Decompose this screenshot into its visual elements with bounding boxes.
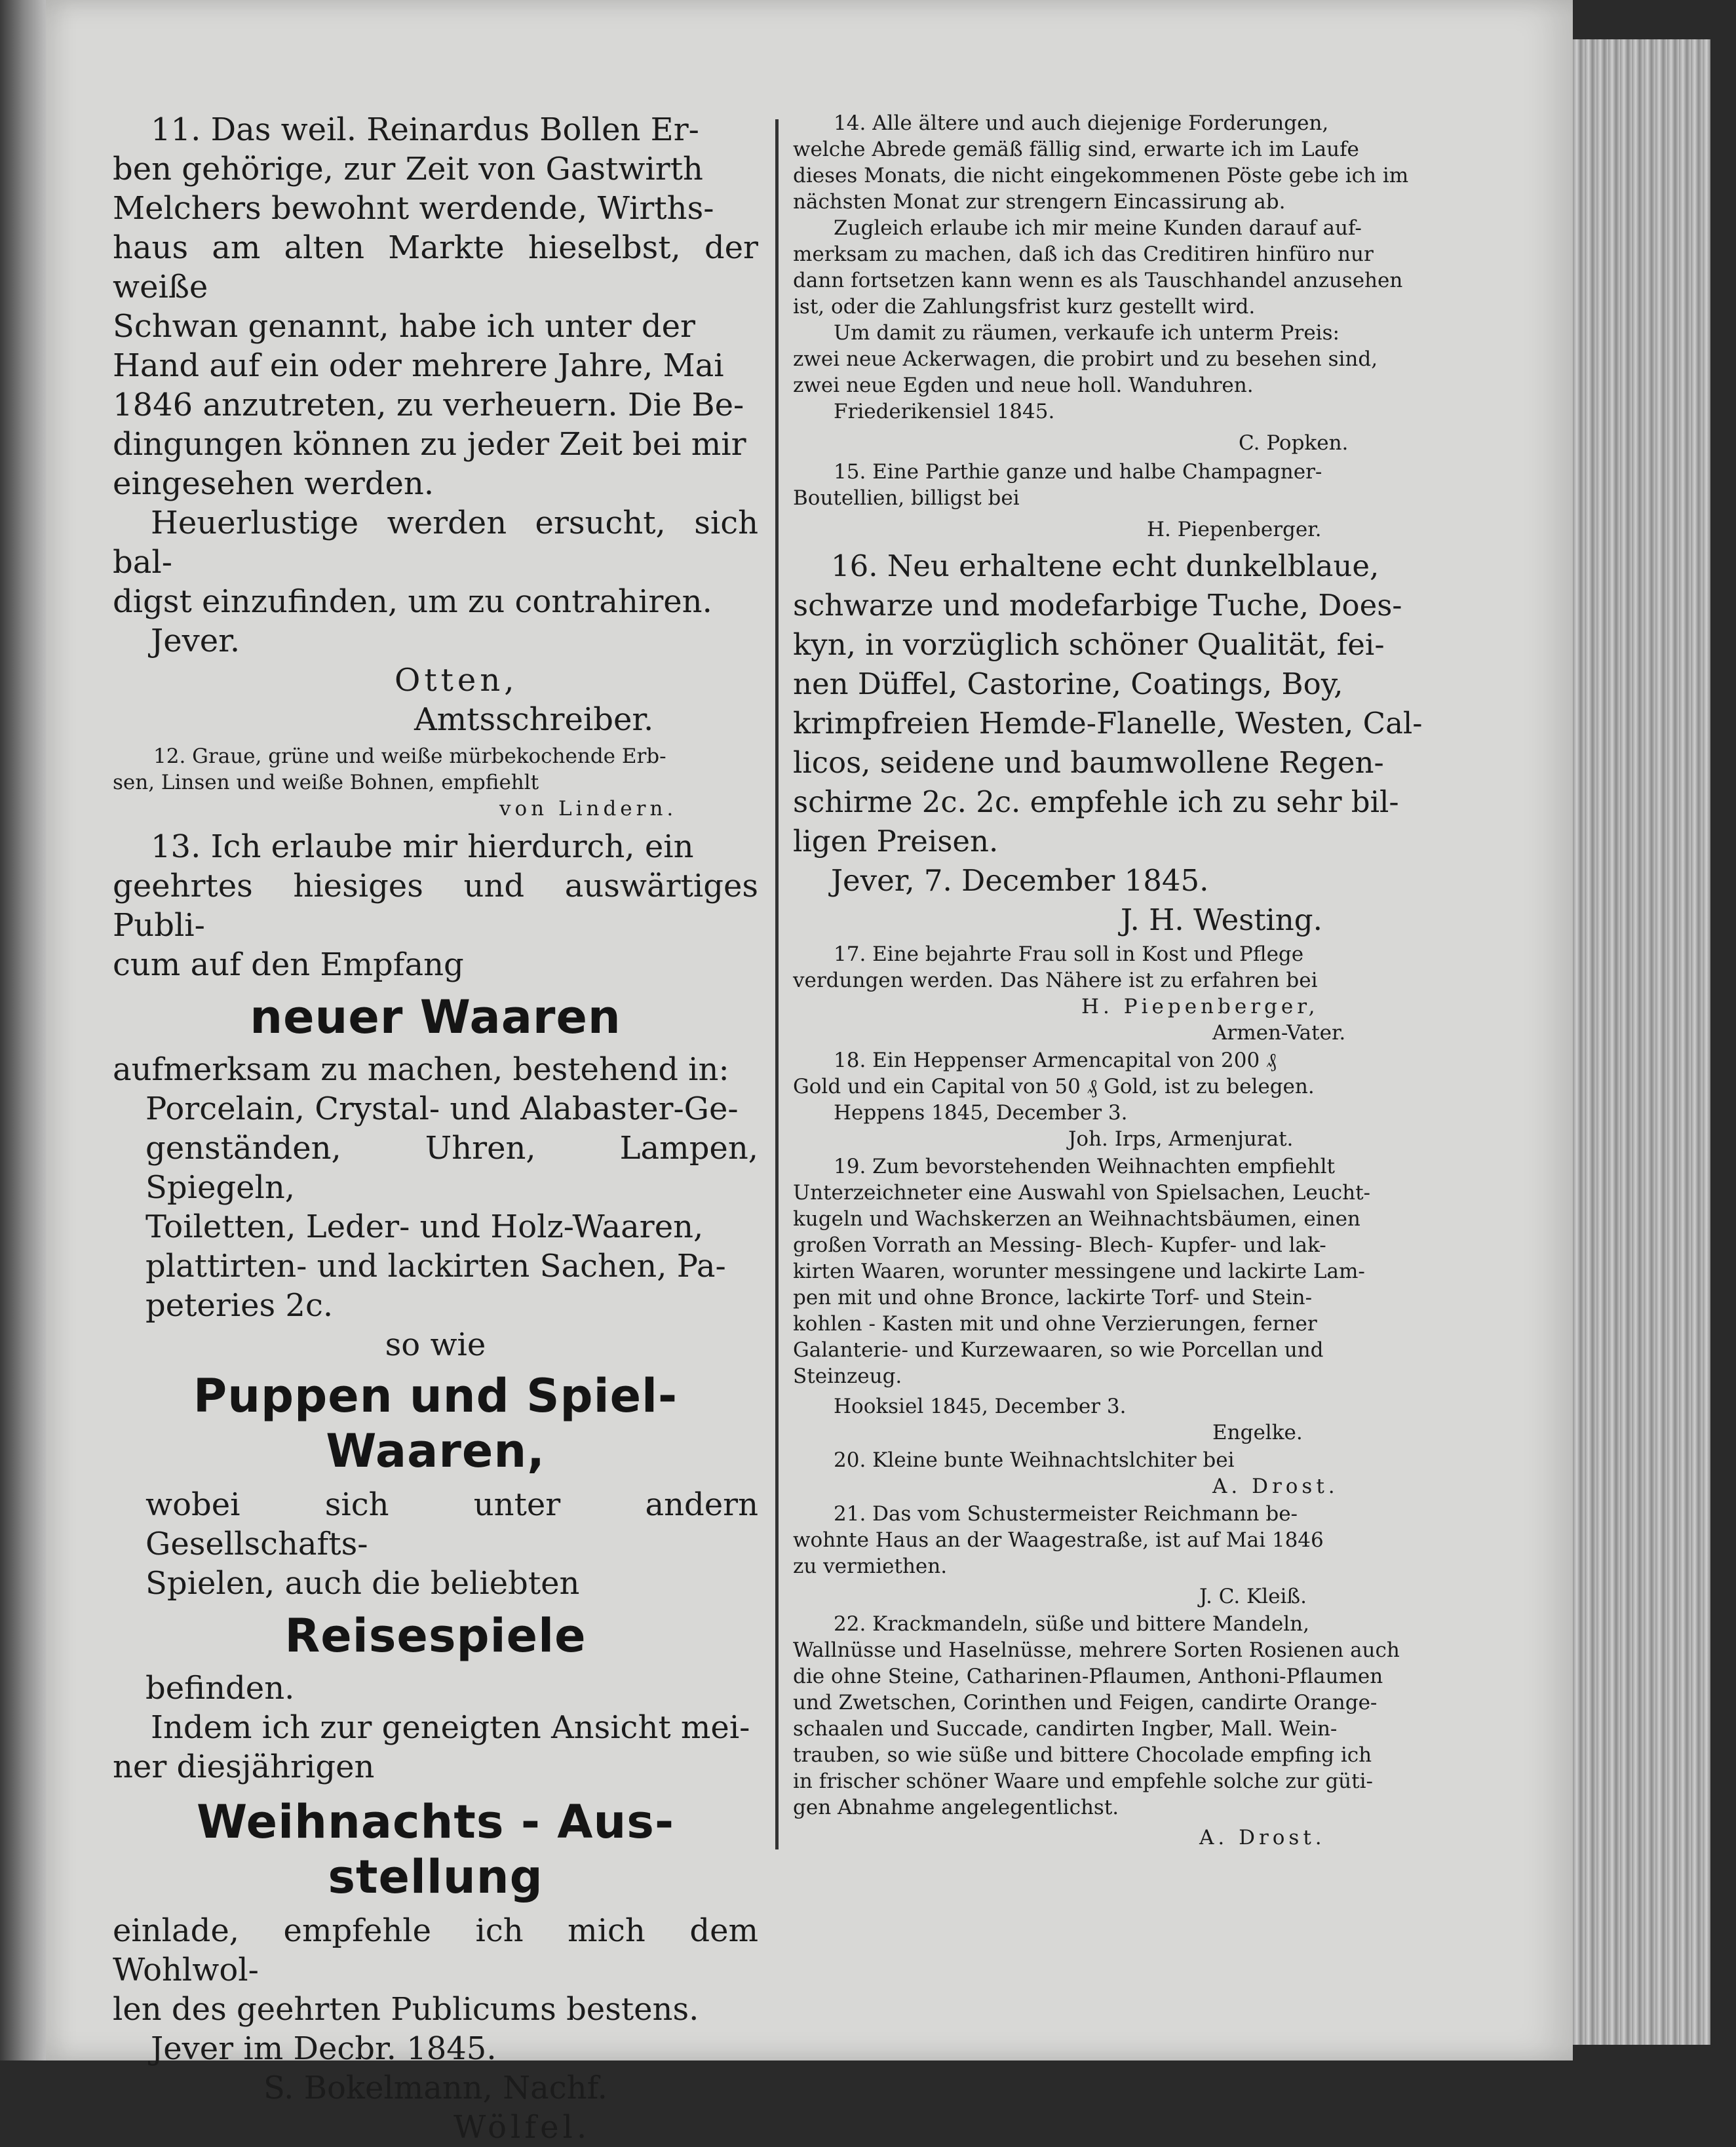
ad-20: [793, 1447, 1432, 1499]
ad-line: nächsten Monat zur strengern Eincassirung ab.: [793, 190, 1286, 214]
ad-line: schwarze und modefarbige Tuche, Does-: [793, 588, 1402, 623]
ad-line: 15. Eine Parthie ganze und halbe Champagner-: [834, 460, 1322, 484]
ad-line: digst einzufinden, um zu contrahiren.: [113, 583, 712, 620]
ad-line: die ohne Steine, Catharinen-Pflaumen, Anthoni-Pflaumen: [793, 1665, 1383, 1688]
ad-17: [793, 941, 1432, 1046]
right-column: [793, 110, 1432, 1851]
list-item: plattirten- und lackirten Sachen, Pa-: [145, 1248, 726, 1285]
ad-line: ist, oder die Zahlungsfrist kurz gestellt wird.: [793, 295, 1256, 319]
ad-16: [793, 547, 1432, 940]
ad-line: Heuerlustige werden ersucht, sich bal-: [113, 505, 758, 581]
ad-signature: Otten,: [395, 662, 518, 699]
headline-reisespiele: Reisespiele: [284, 1609, 587, 1663]
ad-line: 22. Krackmandeln, süße und bittere Mandeln,: [834, 1612, 1309, 1636]
column-divider: [775, 119, 779, 1849]
ad-line: Steinzeug.: [793, 1364, 902, 1388]
ad-signature: J. C. Kleiß.: [1199, 1585, 1307, 1608]
headline-puppen: Puppen und Spiel-: [193, 1369, 678, 1423]
ad-date: Heppens 1845, December 3.: [834, 1101, 1128, 1125]
ad-line: wobei sich unter andern Gesellschafts-: [145, 1486, 758, 1562]
ad-line: Hand auf ein oder mehrere Jahre, Mai: [113, 347, 724, 384]
ad-line: 18. Ein Heppenser Armencapital von 200 ₰: [834, 1049, 1277, 1072]
ad-line: Indem ich zur geneigten Ansicht mei-: [151, 1709, 750, 1746]
ad-signature: J. H. Westing.: [1121, 902, 1322, 937]
ad-line: dieses Monats, die nicht eingekommenen Pöste gebe ich im: [793, 164, 1409, 187]
ad-line: Schwan genannt, habe ich unter der: [113, 308, 695, 345]
ad-line: 11. Das weil. Reinardus Bollen Er-: [151, 111, 699, 148]
facing-page-edge: [0, 0, 46, 2060]
ad-date: Jever im Decbr. 1845.: [151, 2030, 497, 2067]
ad-signature: A. Drost.: [1212, 1475, 1339, 1498]
ad-line: großen Vorrath an Messing- Blech- Kupfer- und lak-: [793, 1233, 1326, 1257]
ad-line: Gold und ein Capital von 50 ₰ Gold, ist zu belegen.: [793, 1075, 1315, 1098]
ad-signature: S. Bokelmann, Nachf.: [263, 2070, 608, 2106]
ad-14: [793, 110, 1432, 456]
ad-line: dann fortsetzen kann wenn es als Tauschhandel anzusehen: [793, 269, 1403, 292]
ad-line: Spielen, auch die beliebten: [145, 1565, 580, 1602]
ad-line: ner diesjährigen: [113, 1749, 375, 1785]
ad-21: [793, 1501, 1432, 1610]
ad-line: sen, Linsen und weiße Bohnen, empfiehlt: [113, 771, 539, 794]
ad-line: licos, seidene und baumwollene Regen-: [793, 745, 1384, 780]
ad-line: 1846 anzutreten, zu verheuern. Die Be-: [113, 387, 744, 423]
ad-line: Zugleich erlaube ich mir meine Kunden darauf auf-: [834, 216, 1362, 240]
ad-line: haus am alten Markte hieselbst, der weiße: [113, 229, 758, 305]
goods-list: [113, 1089, 758, 1325]
ad-line: kohlen - Kasten mit und ohne Verzierungen, ferner: [793, 1312, 1317, 1336]
ad-line: nen Düffel, Castorine, Coatings, Boy,: [793, 667, 1343, 701]
ad-22: [793, 1611, 1432, 1851]
ad-signature: H. Piepenberger,: [1081, 995, 1319, 1018]
ad-line: krimpfreien Hemde-Flanelle, Westen, Cal-: [793, 706, 1423, 741]
ad-date: Hooksiel 1845, December 3.: [834, 1395, 1127, 1418]
ad-line: befinden.: [145, 1670, 295, 1707]
ad-signature: Engelke.: [1212, 1421, 1303, 1444]
ad-line: zwei neue Ackerwagen, die probirt und zu besehen sind,: [793, 347, 1378, 371]
ad-line: wohnte Haus an der Waagestraße, ist auf Mai 1846: [793, 1528, 1324, 1552]
ad-12: [113, 743, 758, 822]
ad-11: [113, 110, 758, 739]
ad-line: in frischer schöner Waare und empfehle solche zur güti-: [793, 1770, 1373, 1793]
ad-line: 16. Neu erhaltene echt dunkelblaue,: [831, 549, 1379, 583]
ad-line: zwei neue Egden und neue holl. Wanduhren.: [793, 374, 1254, 397]
ad-line: schirme 2c. 2c. empfehle ich zu sehr bil-: [793, 784, 1399, 819]
ad-signature: H. Piepenberger.: [1147, 518, 1322, 541]
ad-line: verdungen werden. Das Nähere ist zu erfahren bei: [793, 969, 1318, 992]
ad-line: kyn, in vorzüglich schöner Qualität, fei-: [793, 627, 1385, 662]
ad-signature: von Lindern.: [499, 797, 678, 821]
list-item: genständen, Uhren, Lampen, Spiegeln,: [145, 1130, 758, 1206]
ad-line: ben gehörige, zur Zeit von Gastwirth: [113, 151, 703, 187]
ad-15: [793, 459, 1432, 543]
ad-line: eingesehen werden.: [113, 465, 434, 502]
headline-weihnachts: Weihnachts - Aus-: [196, 1795, 675, 1849]
ad-line: 20. Kleine bunte Weihnachtslchiter bei: [834, 1448, 1235, 1472]
ad-signature-title: Armen-Vater.: [1212, 1021, 1346, 1045]
page-stack-edges: [1573, 39, 1710, 2045]
list-item: peteries 2c.: [145, 1287, 334, 1324]
ad-line: Melchers bewohnt werdende, Wirths-: [113, 190, 714, 227]
ad-line: und Zwetschen, Corinthen und Feigen, candirte Orange-: [793, 1691, 1378, 1714]
list-item: Porcelain, Crystal- und Alabaster-Ge-: [145, 1091, 739, 1127]
ad-line: Unterzeichneter eine Auswahl von Spielsachen, Leucht-: [793, 1181, 1371, 1205]
ad-line: 19. Zum bevorstehenden Weihnachten empfiehlt: [834, 1155, 1335, 1178]
ad-18: [793, 1047, 1432, 1152]
headline-waaren: Waaren,: [326, 1424, 545, 1478]
ad-line: gen Abnahme angelegentlichst.: [793, 1796, 1119, 1819]
ad-line: einlade, empfehle ich mich dem Wohlwol-: [113, 1912, 758, 1988]
ad-line: 12. Graue, grüne und weiße mürbekochende Erb-: [153, 745, 666, 768]
ad-line: aufmerksam zu machen, bestehend in:: [113, 1051, 729, 1088]
ad-line: kirten Waaren, worunter messingene und lackirte Lam-: [793, 1260, 1365, 1283]
ad-line: 21. Das vom Schustermeister Reichmann be-: [834, 1502, 1298, 1526]
ad-line: ligen Preisen.: [793, 824, 999, 859]
headline-neuer-waaren: neuer Waaren: [250, 990, 621, 1044]
ad-line: so wie: [385, 1326, 486, 1363]
ad-line: trauben, so wie süße und bittere Chocolade empfing ich: [793, 1743, 1372, 1767]
ad-line: schaalen und Succade, candirten Ingber, Mall. Wein-: [793, 1717, 1338, 1741]
ad-line: kugeln und Wachskerzen an Weihnachtsbäumen, einen: [793, 1207, 1360, 1231]
ad-signature: A. Drost.: [1199, 1826, 1326, 1849]
ad-date: Jever, 7. December 1845.: [831, 863, 1209, 898]
ad-13: [113, 827, 758, 2147]
ad-signature-title: Amtsschreiber.: [414, 701, 654, 738]
ad-line: 17. Eine bejahrte Frau soll in Kost und Pflege: [834, 942, 1304, 966]
headline-ausstellung: stellung: [328, 1850, 543, 1904]
ad-signature-name: Wölfel.: [453, 2109, 591, 2146]
ad-line: Um damit zu räumen, verkaufe ich unterm Preis:: [834, 321, 1340, 345]
ad-line: len des geehrten Publicums bestens.: [113, 1991, 699, 2028]
ad-place: Friederikensiel 1845.: [834, 400, 1055, 423]
ad-line: Galanterie- und Kurzewaaren, so wie Porcellan und: [793, 1338, 1324, 1362]
ad-line: Wallnüsse und Haselnüsse, mehrere Sorten Rosienen auch: [793, 1638, 1400, 1662]
ad-line: cum auf den Empfang: [113, 946, 464, 983]
ad-19: [793, 1153, 1432, 1446]
ad-line: geehrtes hiesiges und auswärtiges Publi-: [113, 868, 758, 944]
ad-place: Jever.: [151, 623, 241, 659]
ad-line: dingungen können zu jeder Zeit bei mir: [113, 426, 746, 463]
ad-signature: Joh. Irps, Armenjurat.: [1068, 1127, 1294, 1151]
ad-line: 13. Ich erlaube mir hierdurch, ein: [151, 828, 694, 865]
ad-line: merksam zu machen, daß ich das Creditiren hinfüro nur: [793, 242, 1374, 266]
ad-line: Boutellien, billigst bei: [793, 486, 1020, 510]
list-item: Toiletten, Leder- und Holz-Waaren,: [145, 1209, 704, 1245]
ad-line: pen mit und ohne Bronce, lackirte Torf- und Stein-: [793, 1286, 1313, 1309]
ad-signature: C. Popken.: [1239, 431, 1349, 455]
ad-line: welche Abrede gemäß fällig sind, erwarte ich im Laufe: [793, 138, 1359, 161]
ad-line: zu vermiethen.: [793, 1555, 948, 1578]
left-column: [113, 110, 758, 2147]
ad-line: 14. Alle ältere und auch diejenige Forderungen,: [834, 111, 1329, 135]
